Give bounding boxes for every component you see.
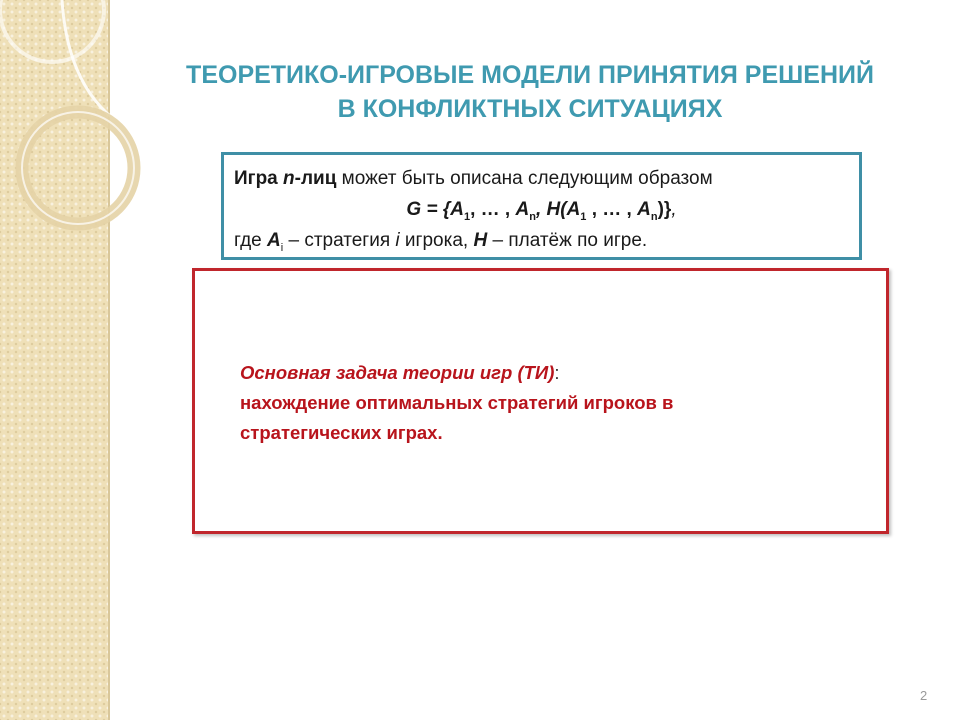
title-line-2: В КОНФЛИКТНЫХ СИТУАЦИЯХ bbox=[337, 95, 723, 123]
game-definition-line-3: где $A_i$ – стратегия i игрока, H – платёж по игре. bbox=[234, 230, 648, 254]
game-formula: $G = \{A_1$, … , $A_n$, $H(A_1$ , … , $A_n$)}, bbox=[406, 199, 677, 223]
title-line-1: ТЕОРЕТИКО-ИГРОВЫЕ МОДЕЛИ ПРИНЯТИЯ РЕШЕНИЙ bbox=[186, 61, 874, 89]
slide-title bbox=[140, 58, 920, 126]
main-task-body-line-2: стратегических играх. bbox=[240, 422, 443, 443]
game-term: Игра n-лиц bbox=[234, 168, 337, 189]
main-task-body-line-1: нахождение оптимальных стратегий игроков в bbox=[240, 392, 674, 413]
game-definition-line-1: Игра n-лиц может быть описана следующим образом bbox=[234, 168, 713, 189]
game-definition-box bbox=[221, 152, 862, 260]
main-task-heading: Основная задача теории игр (ТИ): bbox=[240, 362, 560, 383]
slide-number: 2 bbox=[920, 688, 928, 703]
main-task-text bbox=[240, 358, 860, 448]
ring-ornament bbox=[0, 0, 160, 260]
